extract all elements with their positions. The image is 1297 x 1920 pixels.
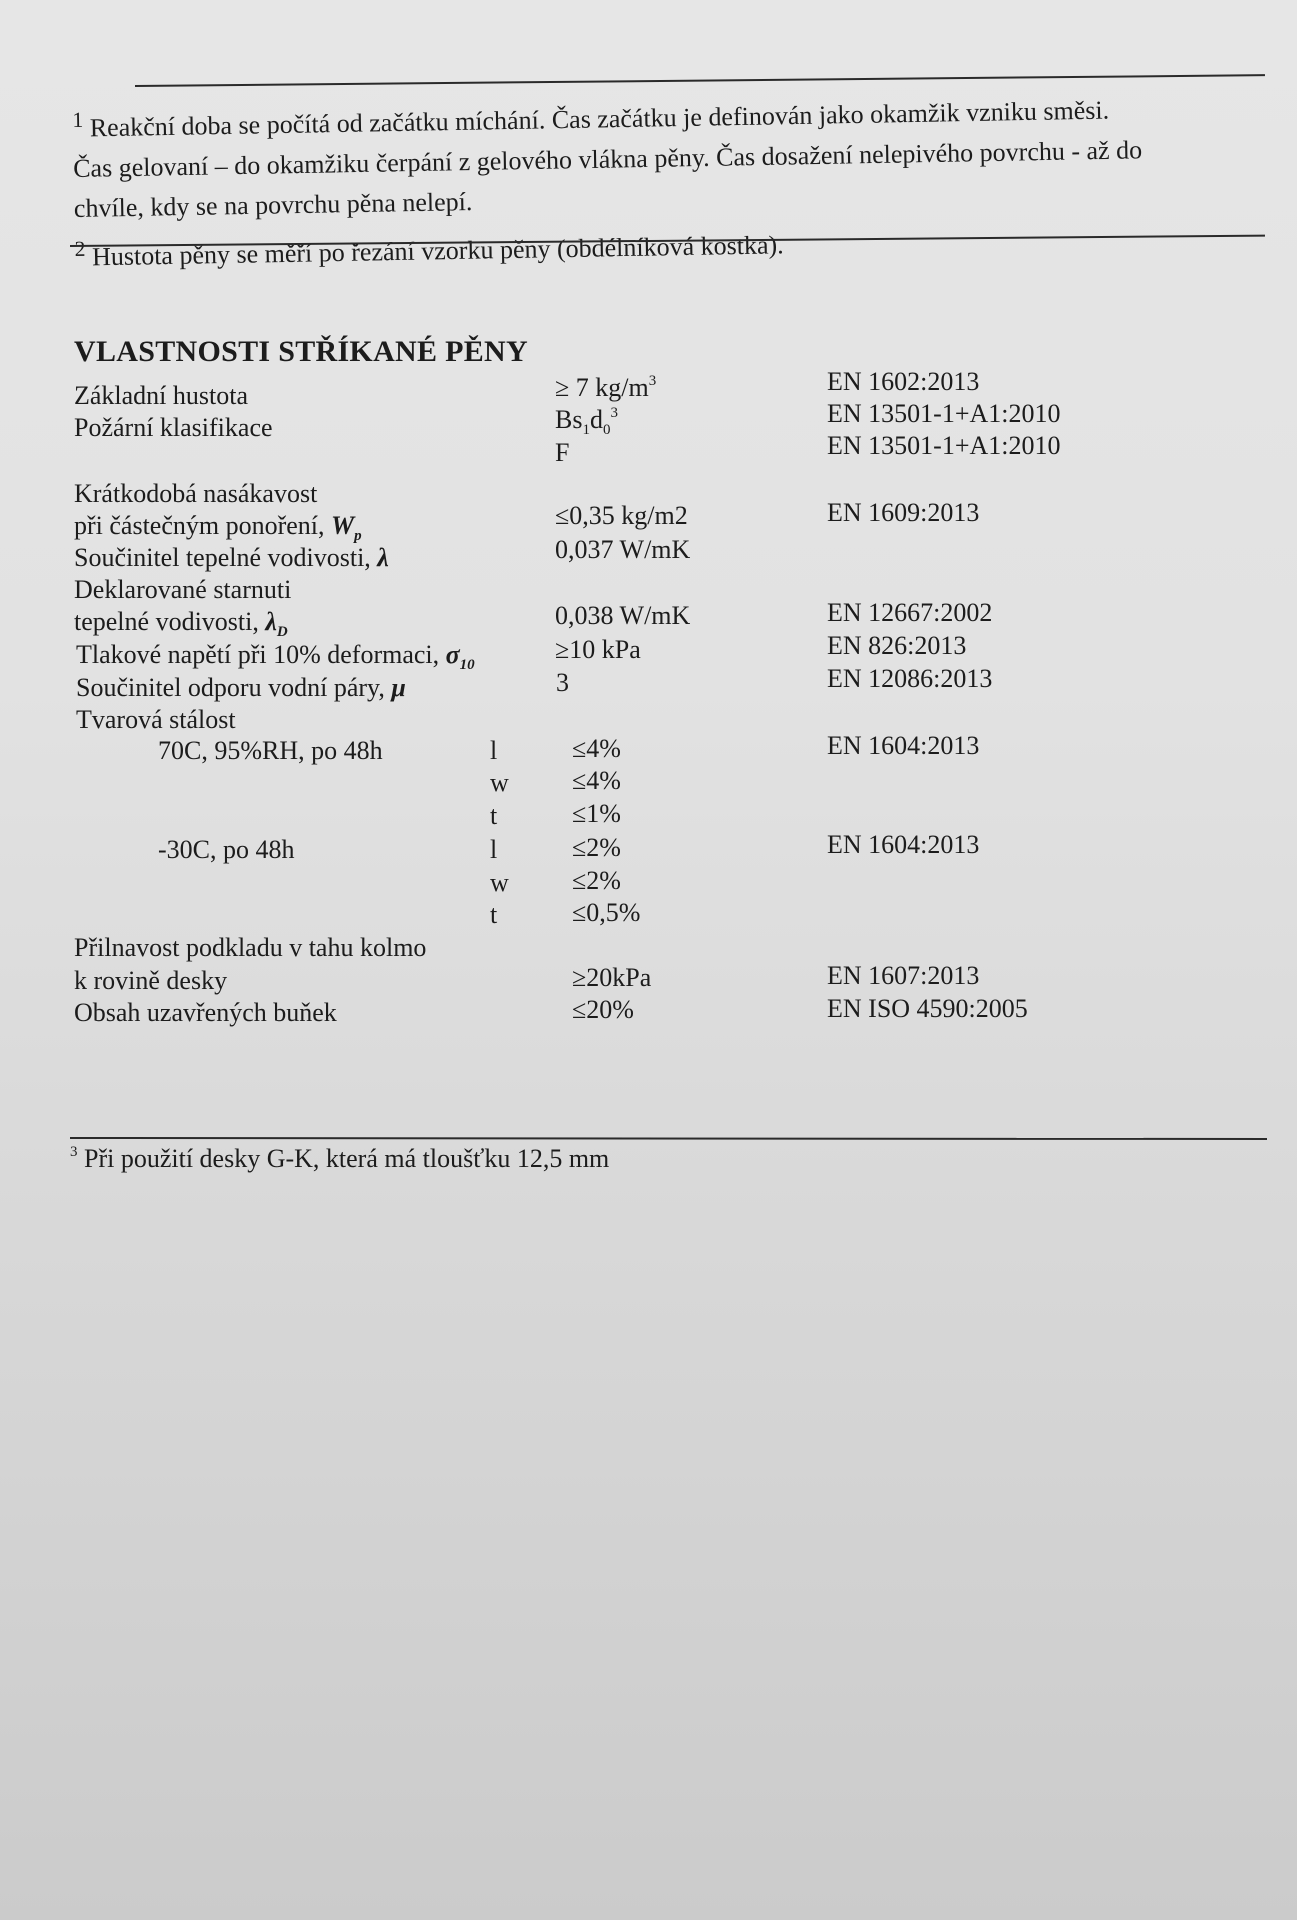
std-bunky: EN ISO 4590:2005 xyxy=(827,994,1028,1023)
label-deklarovane-1: Deklarované starnuti xyxy=(74,575,292,604)
val-30c-t: ≤0,5% xyxy=(572,898,641,927)
val-70c-l: ≤4% xyxy=(572,734,621,763)
std-70c: EN 1604:2013 xyxy=(827,731,980,760)
label-nasakavost-1: Krátkodobá nasákavost xyxy=(74,479,318,508)
std-pozarni-klasifikace: EN 13501-1+A1:2010 xyxy=(827,399,1061,428)
val-70c-t: ≤1% xyxy=(572,799,621,828)
label-tlakove: Tlakové napětí při 10% deformaci, $\sigma_{10}$ xyxy=(76,640,475,673)
value-zakladni-hustota: ≥ 7 $kg/m^3$ xyxy=(555,373,657,402)
dim-70c-w: w xyxy=(490,768,509,797)
value-vodivost: 0,037 W/mK xyxy=(555,535,691,564)
std-zakladni-hustota: EN 1602:2013 xyxy=(827,367,980,396)
label-prilnavost-2: k rovině desky xyxy=(74,966,228,995)
label-odpor: Součinitel odporu vodní páry, μ xyxy=(76,673,406,702)
value-bunky: ≤20% xyxy=(572,995,634,1024)
label-tvarova: Tvarová stálost xyxy=(76,705,236,734)
footnote-1-line-3: chvíle, kdy se na povrchu pěna nelepí. xyxy=(73,186,473,223)
dim-30c-w: w xyxy=(490,868,509,897)
val-30c-l: ≤2% xyxy=(572,833,621,862)
std-tlakove: EN 826:2013 xyxy=(827,631,967,660)
value-deklarovane: 0,038 W/mK xyxy=(555,601,691,630)
dim-30c-l: l xyxy=(490,835,498,864)
footnote-3: $^3$ Při použití desky G-K, která má tloušťku 12,5 mm xyxy=(70,1144,610,1173)
footnote-1-line-2: Čas gelovaní – do okamžiku čerpání z gelového vlákna pěny. Čas dosažení nelepivého povrchu - až do xyxy=(72,134,1143,183)
value-pozarni-f: F xyxy=(555,438,570,467)
label-deklarovane-2: tepelné vodivosti, $\lambda_D$ xyxy=(74,607,288,640)
dim-30c-t: t xyxy=(490,900,498,929)
section-title: VLASTNOSTI STŘÍKANÉ PĚNY xyxy=(74,335,528,368)
footnote-1-line-1: $^1$ Reakční doba se počítá od začátku míchání. Čas začátku je definován jako okamžik vzniku směsi. xyxy=(72,95,1110,143)
value-pozarni-klasifikace: $Bs_1d_0^3$ xyxy=(555,405,618,438)
footnotes-top xyxy=(72,79,1275,277)
std-odpor: EN 12086:2013 xyxy=(827,664,993,693)
std-deklarovane: EN 12667:2002 xyxy=(827,598,993,627)
value-tlakove: ≥10 kPa xyxy=(555,635,641,664)
cond-30c: -30C, po 48h xyxy=(158,835,295,864)
label-nasakavost-2: při částečným ponoření, $W_p$ xyxy=(74,511,362,544)
std-nasakavost: EN 1609:2013 xyxy=(827,498,980,527)
std-prilnavost: EN 1607:2013 xyxy=(827,961,980,990)
label-vodivost: Součinitel tepelné vodivosti, λ xyxy=(74,543,389,572)
dim-70c-t: t xyxy=(490,801,498,830)
value-nasakavost: ≤0,35 kg/m2 xyxy=(555,501,688,530)
footnote-2: $^2$ Hustota pěny se měří po řezání vzorku pěny (obdélníková kostka). xyxy=(74,229,784,271)
cond-70c: 70C, 95%RH, po 48h xyxy=(158,736,383,765)
val-30c-w: ≤2% xyxy=(572,866,621,895)
std-30c: EN 1604:2013 xyxy=(827,830,980,859)
std-pozarni-f: EN 13501-1+A1:2010 xyxy=(827,431,1061,460)
value-prilnavost: ≥20kPa xyxy=(572,963,652,992)
label-bunky: Obsah uzavřených buňek xyxy=(74,998,337,1027)
label-pozarni-klasifikace: Požární klasifikace xyxy=(74,413,273,442)
label-prilnavost-1: Přilnavost podkladu v tahu kolmo xyxy=(74,933,427,962)
dim-70c-l: l xyxy=(490,736,498,765)
label-zakladni-hustota: Základní hustota xyxy=(74,381,249,410)
val-70c-w: ≤4% xyxy=(572,766,621,795)
footnote-separator-bottom xyxy=(70,1137,1267,1140)
value-odpor: 3 xyxy=(556,668,569,697)
